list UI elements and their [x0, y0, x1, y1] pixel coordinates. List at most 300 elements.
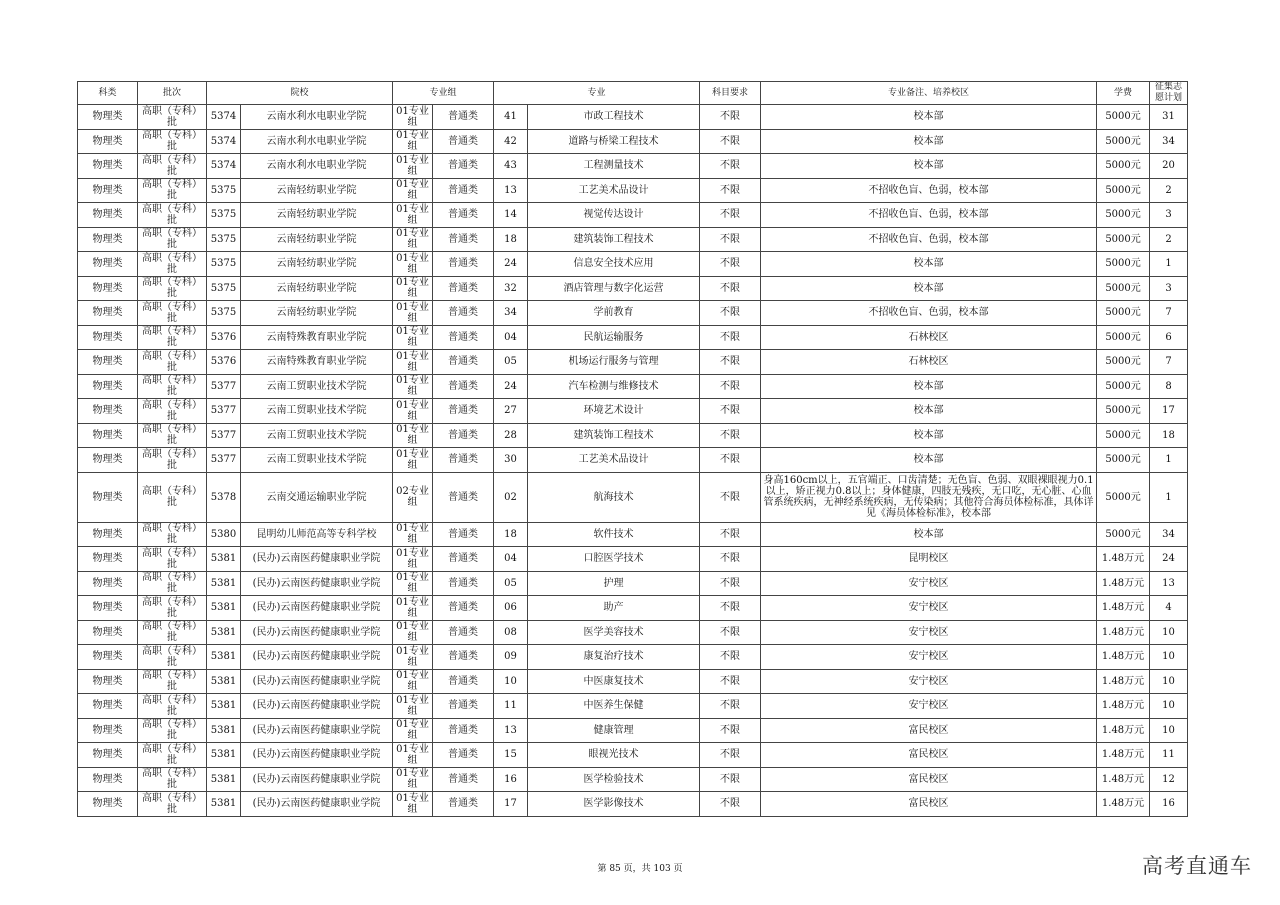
cell-fee: 5000元 [1097, 154, 1150, 179]
table-row [78, 596, 1188, 621]
cell-major: 眼视光技术 [528, 743, 700, 768]
cell-major: 视觉传达设计 [528, 203, 700, 228]
cell-school-code: 5374 [207, 154, 241, 179]
cell-requirement: 不限 [700, 767, 761, 792]
cell-category: 物理类 [78, 325, 138, 350]
cell-fee: 5000元 [1097, 423, 1150, 448]
cell-requirement: 不限 [700, 694, 761, 719]
cell-plan: 17 [1150, 399, 1188, 424]
cell-batch: 高职（专科）批 [138, 472, 207, 522]
cell-category: 物理类 [78, 252, 138, 277]
cell-plan: 4 [1150, 596, 1188, 621]
cell-major: 护理 [528, 571, 700, 596]
cell-requirement: 不限 [700, 472, 761, 522]
cell-group-type: 普通类 [433, 301, 494, 326]
admission-plan-table [77, 81, 1188, 817]
cell-note: 校本部 [761, 522, 1097, 547]
cell-group: 01专业组 [393, 399, 433, 424]
cell-major: 工程测量技术 [528, 154, 700, 179]
cell-note: 安宁校区 [761, 620, 1097, 645]
cell-group: 01专业组 [393, 547, 433, 572]
cell-requirement: 不限 [700, 522, 761, 547]
cell-group-type: 普通类 [433, 105, 494, 130]
cell-major: 环境艺术设计 [528, 399, 700, 424]
cell-requirement: 不限 [700, 399, 761, 424]
cell-note: 校本部 [761, 374, 1097, 399]
cell-major-code: 27 [494, 399, 528, 424]
cell-group: 01专业组 [393, 645, 433, 670]
cell-fee: 1.48万元 [1097, 669, 1150, 694]
cell-fee: 5000元 [1097, 178, 1150, 203]
table-row [78, 472, 1188, 522]
cell-group-type: 普通类 [433, 547, 494, 572]
cell-requirement: 不限 [700, 645, 761, 670]
cell-major-code: 05 [494, 350, 528, 375]
cell-category: 物理类 [78, 154, 138, 179]
cell-group-type: 普通类 [433, 743, 494, 768]
cell-major: 市政工程技术 [528, 105, 700, 130]
cell-group: 01专业组 [393, 571, 433, 596]
cell-category: 物理类 [78, 203, 138, 228]
cell-note: 富民校区 [761, 718, 1097, 743]
cell-major-code: 08 [494, 620, 528, 645]
cell-batch: 高职（专科）批 [138, 669, 207, 694]
cell-note: 校本部 [761, 105, 1097, 130]
cell-school: 云南轻纺职业学院 [241, 301, 393, 326]
cell-note: 校本部 [761, 423, 1097, 448]
cell-note: 石林校区 [761, 350, 1097, 375]
cell-requirement: 不限 [700, 325, 761, 350]
cell-batch: 高职（专科）批 [138, 620, 207, 645]
header-fee: 学费 [1097, 82, 1150, 105]
cell-school-code: 5374 [207, 129, 241, 154]
cell-group-type: 普通类 [433, 129, 494, 154]
cell-group: 01专业组 [393, 423, 433, 448]
cell-requirement: 不限 [700, 301, 761, 326]
cell-category: 物理类 [78, 620, 138, 645]
cell-note: 校本部 [761, 154, 1097, 179]
cell-batch: 高职（专科）批 [138, 105, 207, 130]
cell-category: 物理类 [78, 276, 138, 301]
table-row [78, 276, 1188, 301]
table-row [78, 203, 1188, 228]
table-row [78, 325, 1188, 350]
cell-major: 机场运行服务与管理 [528, 350, 700, 375]
cell-requirement: 不限 [700, 743, 761, 768]
header-category: 科类 [78, 82, 138, 105]
cell-batch: 高职（专科）批 [138, 178, 207, 203]
header-plan: 征集志愿计划 [1150, 82, 1188, 105]
cell-batch: 高职（专科）批 [138, 743, 207, 768]
cell-plan: 13 [1150, 571, 1188, 596]
cell-school: 云南特殊教育职业学院 [241, 325, 393, 350]
cell-group-type: 普通类 [433, 325, 494, 350]
cell-group: 01专业组 [393, 105, 433, 130]
cell-school-code: 5381 [207, 767, 241, 792]
cell-major-code: 04 [494, 325, 528, 350]
cell-category: 物理类 [78, 547, 138, 572]
table-row [78, 767, 1188, 792]
cell-major-code: 18 [494, 522, 528, 547]
cell-requirement: 不限 [700, 718, 761, 743]
cell-fee: 1.48万元 [1097, 718, 1150, 743]
table-row [78, 105, 1188, 130]
cell-batch: 高职（专科）批 [138, 547, 207, 572]
header-note: 专业备注、培养校区 [761, 82, 1097, 105]
cell-group-type: 普通类 [433, 350, 494, 375]
table-row [78, 669, 1188, 694]
cell-category: 物理类 [78, 792, 138, 817]
cell-note: 不招收色盲、色弱，校本部 [761, 301, 1097, 326]
cell-school: (民办)云南医药健康职业学院 [241, 547, 393, 572]
cell-category: 物理类 [78, 718, 138, 743]
cell-batch: 高职（专科）批 [138, 203, 207, 228]
cell-category: 物理类 [78, 743, 138, 768]
cell-category: 物理类 [78, 374, 138, 399]
cell-batch: 高职（专科）批 [138, 423, 207, 448]
cell-batch: 高职（专科）批 [138, 301, 207, 326]
cell-group-type: 普通类 [433, 792, 494, 817]
cell-group: 01专业组 [393, 743, 433, 768]
cell-school: (民办)云南医药健康职业学院 [241, 718, 393, 743]
table-row [78, 227, 1188, 252]
cell-group: 01专业组 [393, 620, 433, 645]
table-row [78, 571, 1188, 596]
cell-group-type: 普通类 [433, 694, 494, 719]
cell-major: 酒店管理与数字化运营 [528, 276, 700, 301]
cell-fee: 5000元 [1097, 227, 1150, 252]
cell-school: 云南交通运输职业学院 [241, 472, 393, 522]
cell-group-type: 普通类 [433, 276, 494, 301]
cell-note: 富民校区 [761, 792, 1097, 817]
cell-category: 物理类 [78, 645, 138, 670]
cell-group: 01专业组 [393, 767, 433, 792]
cell-batch: 高职（专科）批 [138, 767, 207, 792]
cell-plan: 10 [1150, 694, 1188, 719]
cell-group-type: 普通类 [433, 423, 494, 448]
cell-plan: 31 [1150, 105, 1188, 130]
cell-school: (民办)云南医药健康职业学院 [241, 645, 393, 670]
cell-batch: 高职（专科）批 [138, 571, 207, 596]
header-requirement: 科目要求 [700, 82, 761, 105]
cell-major-code: 11 [494, 694, 528, 719]
cell-requirement: 不限 [700, 350, 761, 375]
cell-category: 物理类 [78, 178, 138, 203]
cell-batch: 高职（专科）批 [138, 276, 207, 301]
cell-group-type: 普通类 [433, 596, 494, 621]
table-row [78, 645, 1188, 670]
cell-major: 中医养生保健 [528, 694, 700, 719]
cell-plan: 16 [1150, 792, 1188, 817]
header-major: 专业 [494, 82, 700, 105]
cell-group-type: 普通类 [433, 178, 494, 203]
cell-major-code: 16 [494, 767, 528, 792]
cell-fee: 5000元 [1097, 522, 1150, 547]
cell-fee: 1.48万元 [1097, 645, 1150, 670]
cell-category: 物理类 [78, 448, 138, 473]
cell-plan: 11 [1150, 743, 1188, 768]
cell-school-code: 5381 [207, 547, 241, 572]
cell-group-type: 普通类 [433, 522, 494, 547]
table-row [78, 129, 1188, 154]
table-row [78, 522, 1188, 547]
cell-school-code: 5375 [207, 178, 241, 203]
cell-major-code: 04 [494, 547, 528, 572]
cell-school: 云南水利水电职业学院 [241, 154, 393, 179]
cell-major-code: 24 [494, 252, 528, 277]
cell-group: 01专业组 [393, 350, 433, 375]
cell-group: 01专业组 [393, 154, 433, 179]
cell-group: 01专业组 [393, 374, 433, 399]
cell-group: 01专业组 [393, 718, 433, 743]
cell-major: 信息安全技术应用 [528, 252, 700, 277]
cell-major: 工艺美术品设计 [528, 178, 700, 203]
cell-batch: 高职（专科）批 [138, 694, 207, 719]
table-body [78, 105, 1188, 817]
cell-school-code: 5381 [207, 571, 241, 596]
cell-requirement: 不限 [700, 276, 761, 301]
cell-major-code: 13 [494, 178, 528, 203]
cell-major-code: 14 [494, 203, 528, 228]
cell-school: (民办)云南医药健康职业学院 [241, 767, 393, 792]
cell-group-type: 普通类 [433, 472, 494, 522]
cell-fee: 5000元 [1097, 374, 1150, 399]
cell-group-type: 普通类 [433, 252, 494, 277]
cell-plan: 10 [1150, 645, 1188, 670]
cell-requirement: 不限 [700, 448, 761, 473]
cell-batch: 高职（专科）批 [138, 129, 207, 154]
cell-major-code: 41 [494, 105, 528, 130]
table-row [78, 301, 1188, 326]
cell-category: 物理类 [78, 472, 138, 522]
cell-category: 物理类 [78, 522, 138, 547]
cell-school-code: 5381 [207, 596, 241, 621]
cell-fee: 5000元 [1097, 301, 1150, 326]
cell-school-code: 5381 [207, 718, 241, 743]
page-footer: 第 85 页，共 103 页 [597, 864, 683, 874]
cell-category: 物理类 [78, 227, 138, 252]
cell-batch: 高职（专科）批 [138, 252, 207, 277]
cell-plan: 20 [1150, 154, 1188, 179]
cell-group-type: 普通类 [433, 767, 494, 792]
cell-note: 不招收色盲、色弱，校本部 [761, 203, 1097, 228]
cell-fee: 5000元 [1097, 448, 1150, 473]
cell-major-code: 17 [494, 792, 528, 817]
cell-category: 物理类 [78, 571, 138, 596]
cell-major: 助产 [528, 596, 700, 621]
cell-fee: 5000元 [1097, 472, 1150, 522]
cell-school: (民办)云南医药健康职业学院 [241, 669, 393, 694]
cell-group-type: 普通类 [433, 448, 494, 473]
cell-major: 口腔医学技术 [528, 547, 700, 572]
watermark-logo: 高考直通车 [1142, 854, 1252, 878]
cell-note: 安宁校区 [761, 596, 1097, 621]
cell-fee: 1.48万元 [1097, 792, 1150, 817]
cell-group: 01专业组 [393, 276, 433, 301]
cell-school-code: 5375 [207, 276, 241, 301]
cell-group: 01专业组 [393, 596, 433, 621]
cell-fee: 5000元 [1097, 399, 1150, 424]
cell-major: 中医康复技术 [528, 669, 700, 694]
cell-school: 云南工贸职业技术学院 [241, 448, 393, 473]
cell-school: 云南水利水电职业学院 [241, 105, 393, 130]
cell-major-code: 02 [494, 472, 528, 522]
cell-category: 物理类 [78, 694, 138, 719]
cell-school-code: 5380 [207, 522, 241, 547]
cell-batch: 高职（专科）批 [138, 792, 207, 817]
cell-school: 云南水利水电职业学院 [241, 129, 393, 154]
cell-fee: 5000元 [1097, 105, 1150, 130]
cell-plan: 18 [1150, 423, 1188, 448]
cell-major-code: 06 [494, 596, 528, 621]
cell-major: 康复治疗技术 [528, 645, 700, 670]
cell-major-code: 24 [494, 374, 528, 399]
cell-school-code: 5381 [207, 694, 241, 719]
cell-requirement: 不限 [700, 792, 761, 817]
cell-requirement: 不限 [700, 571, 761, 596]
cell-major-code: 34 [494, 301, 528, 326]
cell-group: 01专业组 [393, 252, 433, 277]
cell-plan: 3 [1150, 203, 1188, 228]
cell-school-code: 5375 [207, 252, 241, 277]
cell-fee: 5000元 [1097, 350, 1150, 375]
cell-group-type: 普通类 [433, 571, 494, 596]
cell-school-code: 5375 [207, 227, 241, 252]
cell-major: 学前教育 [528, 301, 700, 326]
cell-batch: 高职（专科）批 [138, 718, 207, 743]
cell-major-code: 42 [494, 129, 528, 154]
cell-major-code: 10 [494, 669, 528, 694]
cell-school-code: 5374 [207, 105, 241, 130]
cell-group-type: 普通类 [433, 227, 494, 252]
table-row [78, 252, 1188, 277]
cell-note: 校本部 [761, 276, 1097, 301]
cell-major-code: 18 [494, 227, 528, 252]
cell-school: 昆明幼儿师范高等专科学校 [241, 522, 393, 547]
cell-group-type: 普通类 [433, 645, 494, 670]
cell-fee: 5000元 [1097, 203, 1150, 228]
cell-school: (民办)云南医药健康职业学院 [241, 792, 393, 817]
cell-plan: 10 [1150, 620, 1188, 645]
cell-major: 建筑装饰工程技术 [528, 227, 700, 252]
cell-group: 01专业组 [393, 178, 433, 203]
cell-note: 安宁校区 [761, 694, 1097, 719]
table-row [78, 154, 1188, 179]
cell-major-code: 13 [494, 718, 528, 743]
header-group: 专业组 [393, 82, 494, 105]
cell-batch: 高职（专科）批 [138, 645, 207, 670]
table-row [78, 448, 1188, 473]
cell-plan: 7 [1150, 301, 1188, 326]
cell-plan: 24 [1150, 547, 1188, 572]
cell-requirement: 不限 [700, 252, 761, 277]
cell-school-code: 5381 [207, 669, 241, 694]
cell-plan: 10 [1150, 669, 1188, 694]
cell-school: (民办)云南医药健康职业学院 [241, 620, 393, 645]
cell-plan: 10 [1150, 718, 1188, 743]
cell-group: 01专业组 [393, 694, 433, 719]
cell-plan: 7 [1150, 350, 1188, 375]
cell-batch: 高职（专科）批 [138, 154, 207, 179]
cell-major: 工艺美术品设计 [528, 448, 700, 473]
cell-group-type: 普通类 [433, 399, 494, 424]
cell-school-code: 5377 [207, 374, 241, 399]
cell-note: 安宁校区 [761, 645, 1097, 670]
cell-plan: 34 [1150, 522, 1188, 547]
cell-major-code: 09 [494, 645, 528, 670]
cell-group: 01专业组 [393, 301, 433, 326]
cell-requirement: 不限 [700, 620, 761, 645]
cell-category: 物理类 [78, 105, 138, 130]
cell-group: 01专业组 [393, 792, 433, 817]
cell-requirement: 不限 [700, 547, 761, 572]
cell-school-code: 5378 [207, 472, 241, 522]
cell-major-code: 28 [494, 423, 528, 448]
cell-group-type: 普通类 [433, 203, 494, 228]
cell-major: 医学美容技术 [528, 620, 700, 645]
cell-school: 云南轻纺职业学院 [241, 178, 393, 203]
cell-school: 云南轻纺职业学院 [241, 203, 393, 228]
cell-major: 航海技术 [528, 472, 700, 522]
cell-note: 富民校区 [761, 767, 1097, 792]
table-row [78, 620, 1188, 645]
cell-school: 云南轻纺职业学院 [241, 252, 393, 277]
cell-plan: 1 [1150, 472, 1188, 522]
cell-group: 01专业组 [393, 522, 433, 547]
table-row [78, 423, 1188, 448]
cell-major: 医学影像技术 [528, 792, 700, 817]
cell-requirement: 不限 [700, 374, 761, 399]
cell-group: 01专业组 [393, 325, 433, 350]
cell-batch: 高职（专科）批 [138, 522, 207, 547]
cell-school-code: 5377 [207, 399, 241, 424]
cell-group-type: 普通类 [433, 718, 494, 743]
cell-batch: 高职（专科）批 [138, 399, 207, 424]
cell-batch: 高职（专科）批 [138, 374, 207, 399]
cell-category: 物理类 [78, 669, 138, 694]
cell-major-code: 32 [494, 276, 528, 301]
cell-batch: 高职（专科）批 [138, 596, 207, 621]
cell-major: 民航运输服务 [528, 325, 700, 350]
cell-fee: 1.48万元 [1097, 743, 1150, 768]
cell-major-code: 05 [494, 571, 528, 596]
cell-note: 不招收色盲、色弱，校本部 [761, 178, 1097, 203]
cell-plan: 12 [1150, 767, 1188, 792]
cell-group: 01专业组 [393, 129, 433, 154]
cell-requirement: 不限 [700, 178, 761, 203]
cell-note: 校本部 [761, 252, 1097, 277]
cell-group: 02专业组 [393, 472, 433, 522]
cell-school-code: 5377 [207, 448, 241, 473]
cell-school-code: 5376 [207, 350, 241, 375]
cell-fee: 1.48万元 [1097, 620, 1150, 645]
cell-school: 云南特殊教育职业学院 [241, 350, 393, 375]
cell-school: (民办)云南医药健康职业学院 [241, 743, 393, 768]
table-row [78, 399, 1188, 424]
cell-major: 建筑装饰工程技术 [528, 423, 700, 448]
cell-note: 校本部 [761, 399, 1097, 424]
cell-plan: 2 [1150, 227, 1188, 252]
cell-school: (民办)云南医药健康职业学院 [241, 596, 393, 621]
cell-school: 云南工贸职业技术学院 [241, 374, 393, 399]
cell-major: 医学检验技术 [528, 767, 700, 792]
cell-plan: 34 [1150, 129, 1188, 154]
cell-group-type: 普通类 [433, 154, 494, 179]
cell-batch: 高职（专科）批 [138, 350, 207, 375]
cell-category: 物理类 [78, 129, 138, 154]
cell-plan: 1 [1150, 448, 1188, 473]
cell-note: 不招收色盲、色弱，校本部 [761, 227, 1097, 252]
